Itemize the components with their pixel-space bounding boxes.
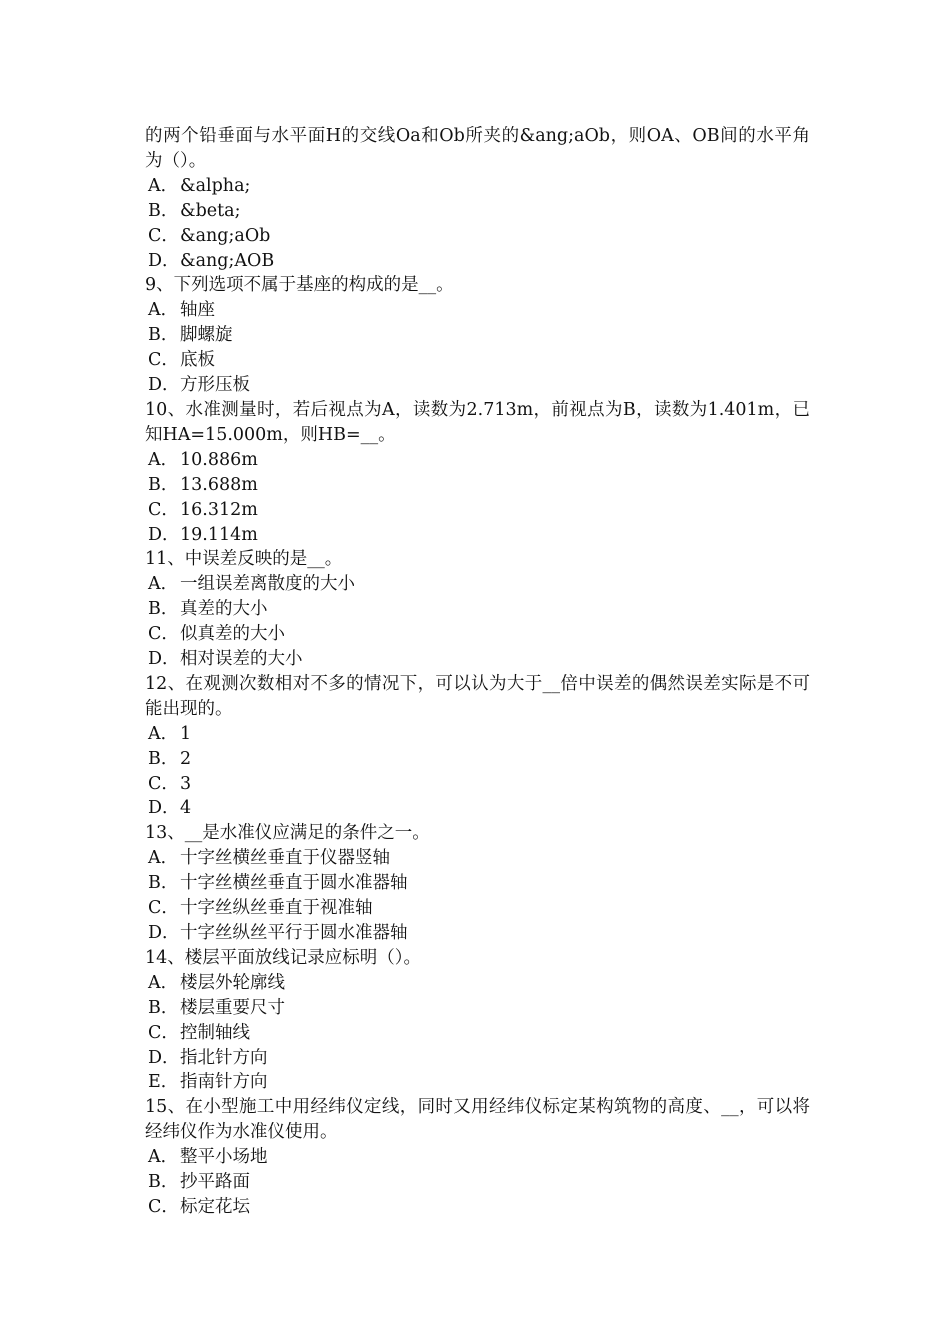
option-text: 1 <box>180 723 192 744</box>
answer-option <box>145 747 810 772</box>
answer-option <box>145 996 810 1021</box>
option-letter: C． <box>148 225 179 246</box>
option-text: 13.688m <box>180 474 258 495</box>
option-letter: B． <box>148 200 179 221</box>
intro-options <box>145 174 810 274</box>
answer-option <box>145 896 810 921</box>
option-text: 底板 <box>180 350 215 371</box>
option-text: 楼层重要尺寸 <box>180 997 285 1018</box>
option-letter: B． <box>148 873 179 894</box>
option-text: 10.886m <box>180 449 258 470</box>
question-stem: 9、下列选项不属于基座的构成的是__。 <box>145 275 454 296</box>
answer-option <box>145 796 810 821</box>
option-letter: A． <box>148 723 179 744</box>
option-d <box>145 249 810 274</box>
answer-option <box>145 1021 810 1046</box>
option-letter: D． <box>148 375 180 396</box>
question-stem: 13、__是水准仪应满足的条件之一。 <box>145 823 430 844</box>
option-text: 4 <box>180 798 192 819</box>
option-text: 控制轴线 <box>180 1022 250 1043</box>
option-letter: D． <box>148 524 180 545</box>
option-letter: C． <box>148 499 179 520</box>
answer-option <box>145 772 810 797</box>
document-page <box>145 124 810 1220</box>
answer-option <box>145 572 810 597</box>
answer-option <box>145 846 810 871</box>
answer-option <box>145 722 810 747</box>
answer-option <box>145 348 810 373</box>
option-text: 2 <box>180 748 192 769</box>
option-text: &ang;aOb <box>180 225 271 246</box>
option-text: 标定花坛 <box>180 1196 250 1217</box>
option-text: 脚螺旋 <box>180 325 233 346</box>
answer-option <box>145 597 810 622</box>
answer-option <box>145 448 810 473</box>
answer-option <box>145 871 810 896</box>
option-text: 真差的大小 <box>180 599 268 620</box>
option-text: 指北针方向 <box>180 1047 268 1068</box>
answer-option <box>145 622 810 647</box>
option-text: 轴座 <box>180 300 215 321</box>
question-block <box>145 821 810 946</box>
option-text: &beta; <box>180 200 241 221</box>
option-letter: C． <box>148 1196 179 1217</box>
option-text: 十字丝横丝垂直于圆水准器轴 <box>180 873 408 894</box>
option-letter: A． <box>148 300 179 321</box>
option-text: &ang;AOB <box>180 250 275 271</box>
answer-option <box>145 473 810 498</box>
question-block <box>145 1095 810 1220</box>
option-letter: C． <box>148 898 179 919</box>
option-letter: D． <box>148 649 180 670</box>
question-block <box>145 398 810 547</box>
option-letter: C． <box>148 624 179 645</box>
intro-paragraph: 的两个铅垂面与水平面H的交线Oa和Ob所夹的&ang;aOb，则OA、OB间的水平角为（）。 <box>145 126 810 171</box>
answer-option <box>145 1046 810 1071</box>
option-text: 楼层外轮廓线 <box>180 972 285 993</box>
answer-option <box>145 971 810 996</box>
answer-option <box>145 298 810 323</box>
option-letter: C． <box>148 773 179 794</box>
option-text: 19.114m <box>180 524 258 545</box>
question-stem: 14、楼层平面放线记录应标明（）。 <box>145 947 422 968</box>
option-letter: A． <box>148 1147 179 1168</box>
option-letter: C． <box>148 1022 179 1043</box>
question-stem: 15、在小型施工中用经纬仪定线，同时又用经纬仪标定某构筑物的高度、__，可以将经纬仪作为水准仪使用。 <box>145 1097 810 1143</box>
answer-option <box>145 647 810 672</box>
option-letter: D． <box>148 250 180 271</box>
option-text: 方形压板 <box>180 375 250 396</box>
option-text: 指南针方向 <box>180 1072 268 1093</box>
question-stem: 11、中误差反映的是__。 <box>145 549 343 570</box>
option-text: 3 <box>180 773 192 794</box>
question-stem: 10、水准测量时，若后视点为A，读数为2.713m，前视点为B，读数为1.401m，已知HA=15.000m，则HB=__。 <box>145 399 810 445</box>
question-list <box>145 273 810 1219</box>
question-block <box>145 672 810 821</box>
option-letter: B． <box>148 997 179 1018</box>
answer-option <box>145 498 810 523</box>
option-letter: B． <box>148 474 179 495</box>
option-text: 16.312m <box>180 499 258 520</box>
answer-option <box>145 921 810 946</box>
option-text: 相对误差的大小 <box>180 649 303 670</box>
option-letter: C． <box>148 350 179 371</box>
option-letter: A． <box>148 574 179 595</box>
option-letter: A． <box>148 175 179 196</box>
option-letter: B． <box>148 1172 179 1193</box>
option-letter: D． <box>148 798 180 819</box>
question-stem: 12、在观测次数相对不多的情况下，可以认为大于__倍中误差的偶然误差实际是不可能出现的。 <box>145 673 810 719</box>
option-text: 抄平路面 <box>180 1172 250 1193</box>
option-text: 十字丝纵丝垂直于视准轴 <box>180 898 373 919</box>
option-text: 十字丝纵丝平行于圆水准器轴 <box>180 923 408 943</box>
option-text: 整平小场地 <box>180 1147 268 1168</box>
answer-option <box>145 1195 810 1220</box>
question-block <box>145 946 810 1095</box>
option-letter: D． <box>148 1047 180 1068</box>
answer-option <box>145 1145 810 1170</box>
option-text: 一组误差离散度的大小 <box>180 574 355 595</box>
option-text: 似真差的大小 <box>180 624 285 645</box>
option-text: 十字丝横丝垂直于仪器竖轴 <box>180 848 390 869</box>
answer-option <box>145 1170 810 1195</box>
option-c <box>145 224 810 249</box>
answer-option <box>145 323 810 348</box>
option-letter: A． <box>148 972 179 993</box>
option-letter: D． <box>148 923 180 943</box>
option-letter: B． <box>148 325 179 346</box>
option-letter: E． <box>148 1072 179 1093</box>
answer-option <box>145 1070 810 1095</box>
question-block <box>145 547 810 672</box>
answer-option <box>145 373 810 398</box>
option-text: &alpha; <box>180 175 251 196</box>
option-b <box>145 199 810 224</box>
option-letter: A． <box>148 449 179 470</box>
option-letter: A． <box>148 848 179 869</box>
option-letter: B． <box>148 748 179 769</box>
question-block <box>145 273 810 398</box>
option-a <box>145 174 810 199</box>
answer-option <box>145 523 810 548</box>
option-letter: B． <box>148 599 179 620</box>
